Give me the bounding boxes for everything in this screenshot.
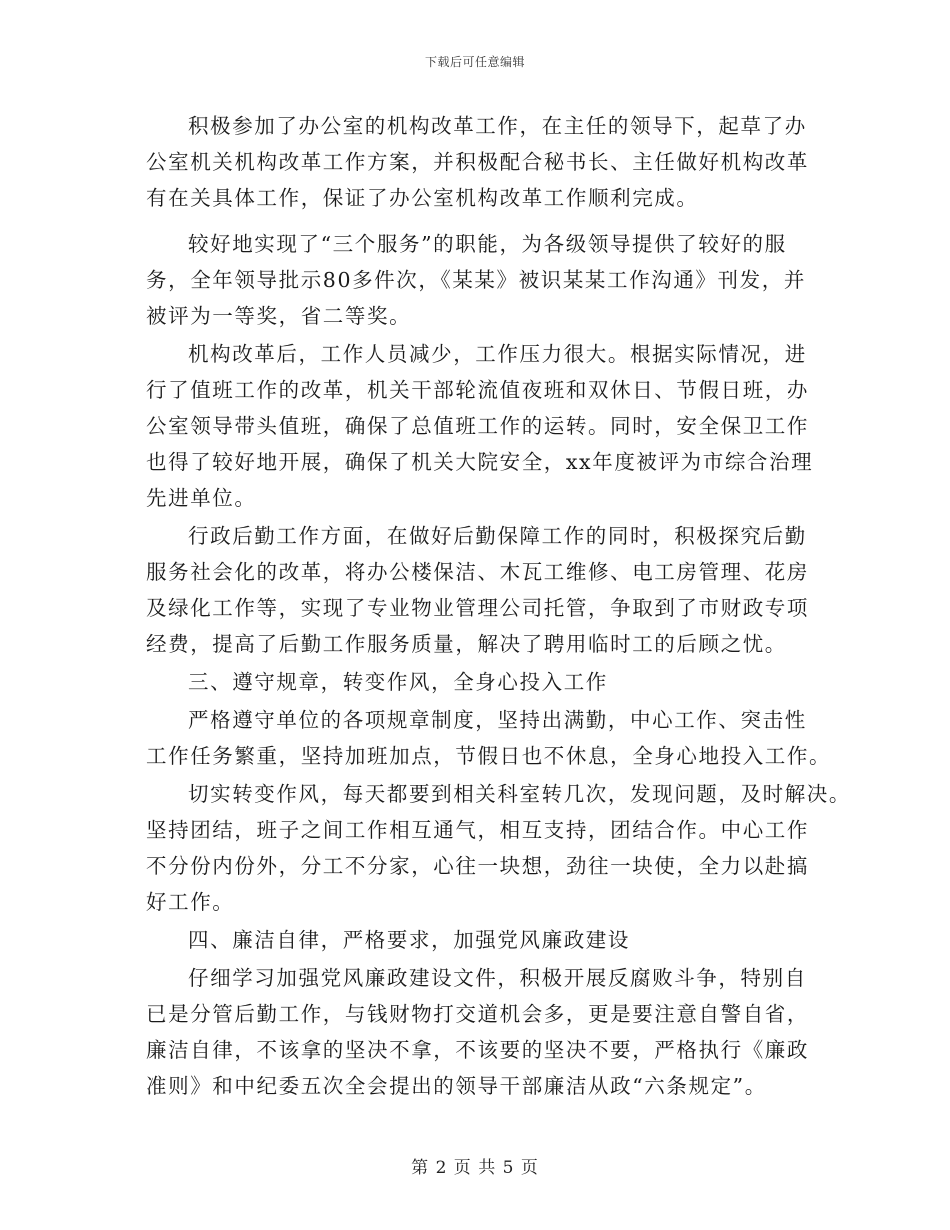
paragraph-line: 被评为一等奖，省二等奖。 — [146, 304, 412, 328]
paragraph-line: 积极参加了办公室的机构改革工作，在主任的领导下，起草了办 — [188, 114, 807, 138]
paragraph-line: 严格遵守单位的各项规章制度，坚持出满勤，中心工作、突击性 — [188, 708, 807, 732]
paragraph-line: 行政后勤工作方面，在做好后勤保障工作的同时，积极探究后勤 — [188, 524, 807, 548]
paragraph-line: 较好地实现了“三个服务”的职能，为各级领导提供了较好的服 — [188, 232, 787, 256]
paragraph-line: 经费，提高了后勤工作服务质量，解决了聘用临时工的后顾之忧。 — [146, 632, 787, 656]
paragraph-line: 不分份内份外，分工不分家，心往一块想，劲往一块使，全力以赴搞 — [146, 854, 809, 878]
paragraph-line: 服务社会化的改革，将办公楼保洁、木瓦工维修、电工房管理、花房 — [146, 560, 809, 584]
page-number: 第 2 页 共 5 页 — [411, 1158, 539, 1178]
paragraph-line: 先进单位。 — [146, 486, 257, 510]
paragraph-line: 及绿化工作等，实现了专业物业管理公司托管，争取到了市财政专项 — [146, 596, 809, 620]
paragraph-line: 也得了较好地开展，确保了机关大院安全，xx年度被评为市综合治理 — [146, 450, 814, 474]
paragraph-line: 已是分管后勤工作，与钱财物打交道机会多，更是要注意自警自省， — [146, 1002, 809, 1026]
paragraph-line: 廉洁自律，不该拿的坚决不拿，不该要的坚决不要，严格执行《廉政 — [146, 1038, 809, 1062]
paragraph-line: 务，全年领导批示80多件次，《某某》被识某某工作沟通》刊发，并 — [146, 268, 806, 292]
paragraph-line: 公室领导带头值班，确保了总值班工作的运转。同时，安全保卫工作 — [146, 414, 809, 438]
paragraph-line: 切实转变作风，每天都要到相关科室转几次，发现问题，及时解决。 — [188, 782, 851, 806]
paragraph-line: 行了值班工作的改革，机关干部轮流值夜班和双休日、节假日班，办 — [146, 378, 809, 402]
paragraph-line: 公室机关机构改革工作方案，并积极配合秘书长、主任做好机构改革 — [146, 150, 809, 174]
paragraph-line: 准则》和中纪委五次全会提出的领导干部廉洁从政“六条规定”。 — [146, 1074, 767, 1098]
paragraph-line: 仔细学习加强党风廉政建设文件，积极开展反腐败斗争，特别自 — [188, 966, 807, 990]
section-heading: 三、遵守规章，转变作风，全身心投入工作 — [188, 670, 608, 694]
section-heading: 四、廉洁自律，严格要求，加强党风廉政建设 — [188, 928, 630, 952]
page-header-note: 下载后可任意编辑 — [424, 55, 525, 69]
paragraph-line: 工作任务繁重，坚持加班加点，节假日也不休息，全身心地投入工作。 — [146, 744, 832, 768]
paragraph-line: 有在关具体工作，保证了办公室机构改革工作顺利完成。 — [146, 186, 699, 210]
paragraph-line: 坚持团结，班子之间工作相互通气，相互支持，团结合作。中心工作 — [146, 818, 809, 842]
paragraph-line: 机构改革后，工作人员减少，工作压力很大。根据实际情况，进 — [188, 342, 807, 366]
paragraph-line: 好工作。 — [146, 890, 235, 914]
